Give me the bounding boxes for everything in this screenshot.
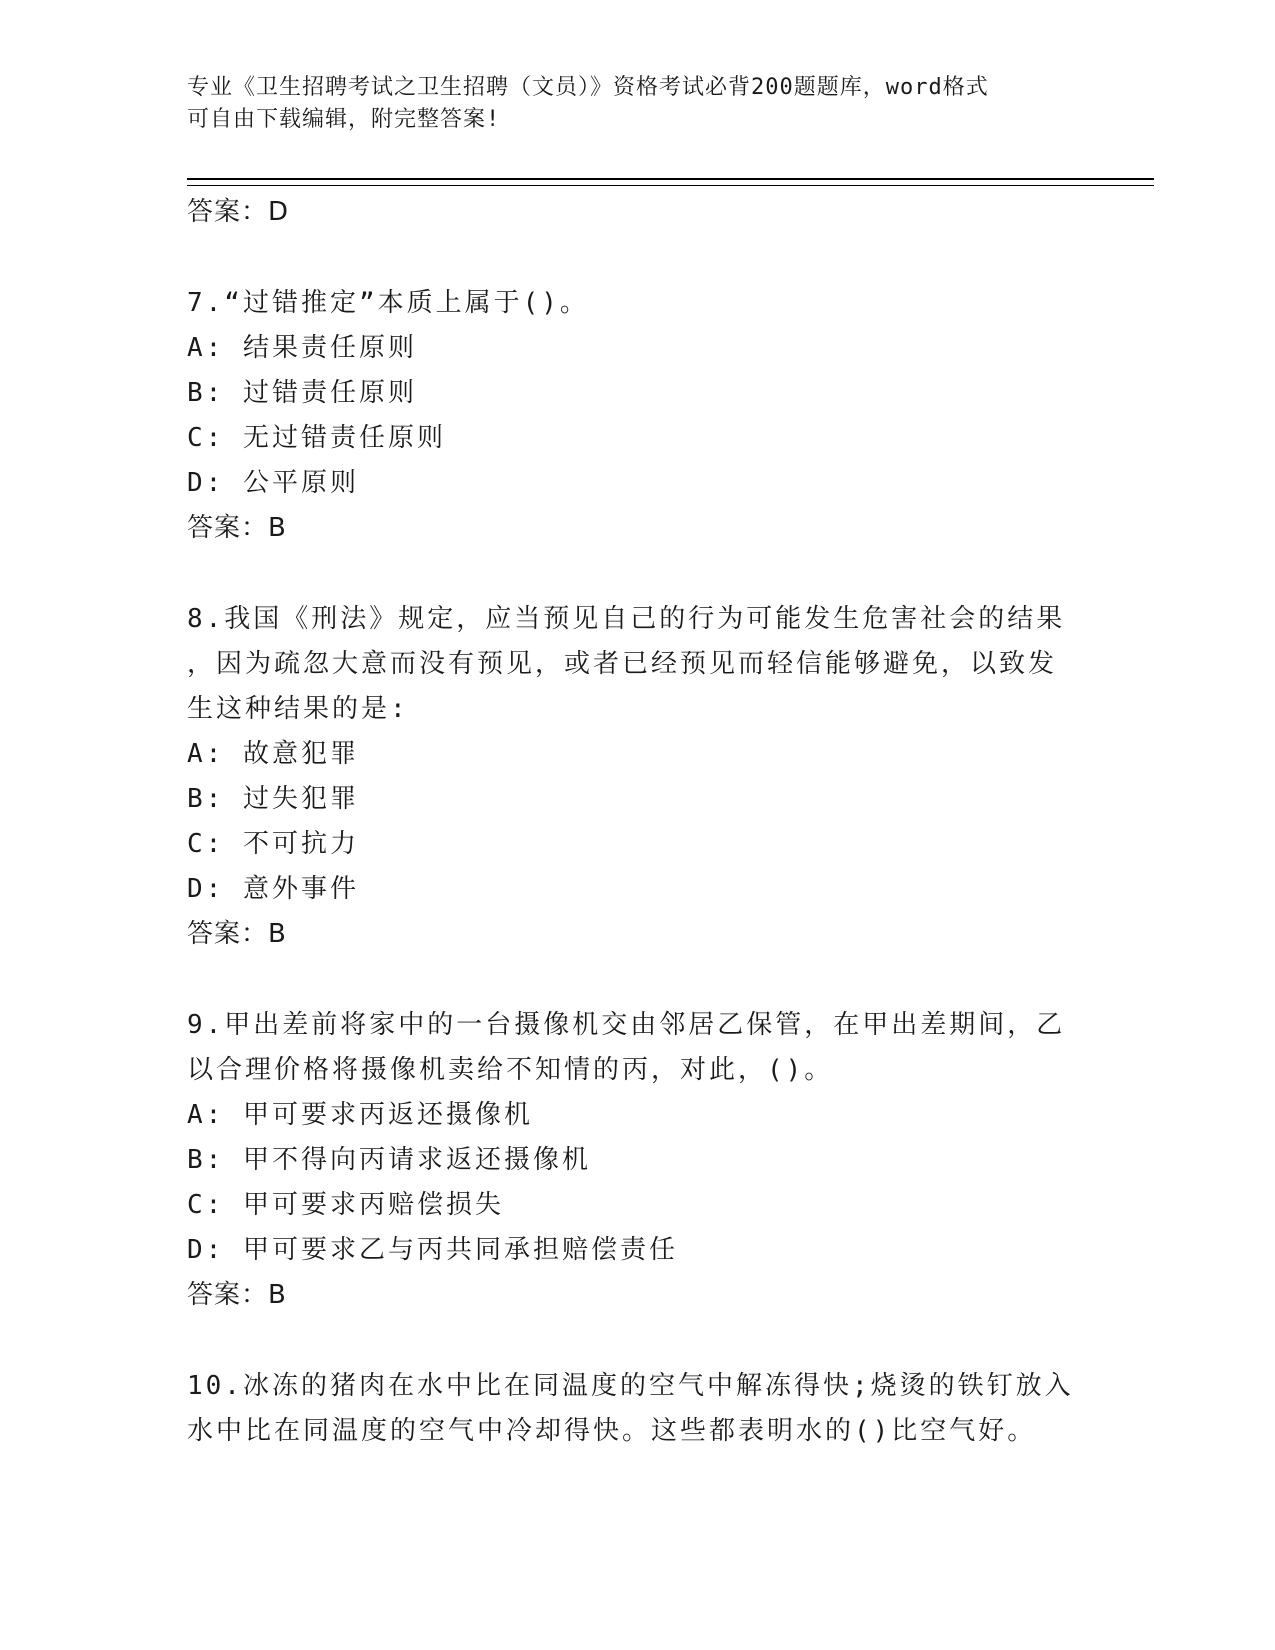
header-title-line-2: 可自由下载编辑，附完整答案!	[187, 107, 501, 132]
question-10-text-line-1: 10.冰冻的猪肉在水中比在同温度的空气中解冻得快;烧烫的铁钉放入	[187, 1371, 1074, 1401]
question-list	[187, 190, 1074, 1454]
question-10-text-line-2: 水中比在同温度的空气中冷却得快。这些都表明水的()比空气好。	[187, 1416, 1037, 1446]
question-8-answer: 答案：B	[187, 919, 287, 949]
question-7-text: 7.“过错推定”本质上属于()。	[187, 288, 589, 318]
spacer	[187, 1318, 1067, 1364]
question-8-option-d: D: 意外事件	[187, 874, 359, 904]
question-7-option-c: C: 无过错责任原则	[187, 423, 446, 453]
question-8-option-a: A: 故意犯罪	[187, 739, 359, 769]
question-7-option-b: B: 过错责任原则	[187, 378, 417, 408]
question-9-option-b: B: 甲不得向丙请求返还摄像机	[187, 1145, 591, 1175]
header-title-line-1: 专业《卫生招聘考试之卫生招聘（文员）》资格考试必背200题题库，word格式	[187, 75, 989, 100]
question-8-option-b: B: 过失犯罪	[187, 784, 359, 814]
question-8-text-line-2: ，因为疏忽大意而没有预见，或者已经预见而轻信能够避免，以致发	[187, 649, 1058, 679]
spacer	[187, 235, 1067, 281]
header-divider	[187, 178, 1154, 186]
question-9-option-a: A: 甲可要求丙返还摄像机	[187, 1100, 533, 1130]
question-9-text-line-2: 以合理价格将摄像机卖给不知情的丙，对此，()。	[187, 1055, 834, 1085]
question-7-option-d: D: 公平原则	[187, 468, 359, 498]
question-9-option-d: D: 甲可要求乙与丙共同承担赔偿责任	[187, 1235, 678, 1265]
question-9-text-line-1: 9.甲出差前将家中的一台摄像机交由邻居乙保管，在甲出差期间，乙	[187, 1010, 1066, 1040]
question-9-answer: 答案：B	[187, 1280, 287, 1310]
spacer	[187, 551, 1067, 597]
page-header	[187, 72, 1067, 136]
question-7-answer: 答案：B	[187, 513, 287, 543]
question-9	[187, 1003, 1067, 1318]
question-8	[187, 597, 1067, 957]
question-8-text-line-1: 8.我国《刑法》规定，应当预见自己的行为可能发生危害社会的结果	[187, 604, 1066, 634]
answer-6: 答案：D	[187, 197, 290, 227]
spacer	[187, 957, 1067, 1003]
question-9-option-c: C: 甲可要求丙赔偿损失	[187, 1190, 504, 1220]
question-10	[187, 1364, 1074, 1454]
question-8-text-line-3: 生这种结果的是:	[187, 694, 409, 724]
question-7	[187, 281, 1067, 551]
question-7-option-a: A: 结果责任原则	[187, 333, 417, 363]
question-8-option-c: C: 不可抗力	[187, 829, 359, 859]
